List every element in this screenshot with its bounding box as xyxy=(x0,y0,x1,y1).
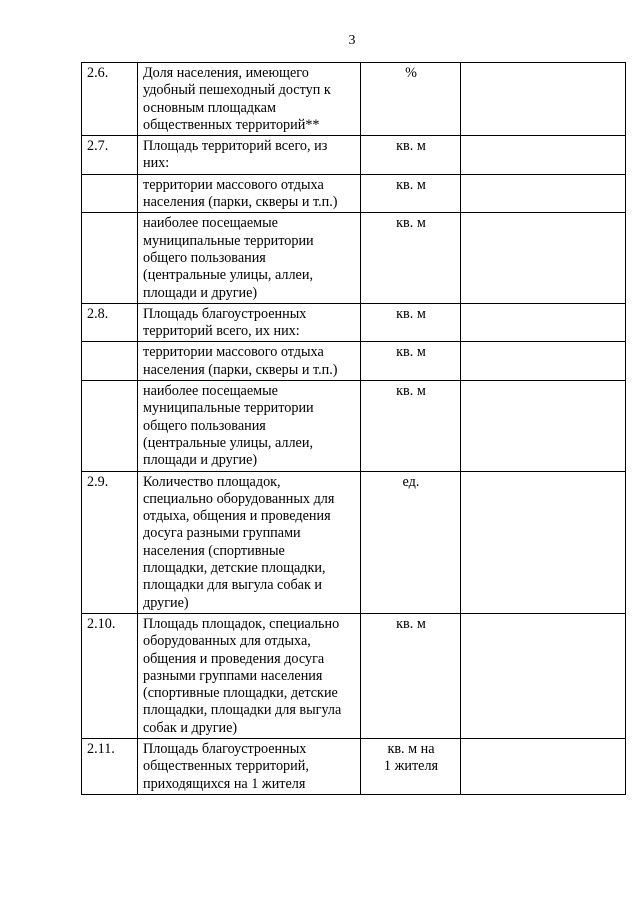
row-number-cell: 2.11. xyxy=(82,738,138,794)
table-row xyxy=(82,213,626,303)
table-row xyxy=(82,174,626,213)
value-cell xyxy=(461,303,626,342)
table-row xyxy=(82,303,626,342)
table-row xyxy=(82,342,626,381)
value-cell xyxy=(461,174,626,213)
value-cell xyxy=(461,471,626,613)
indicator-description-cell: Количество площадок, специально оборудованных для отдыха, общения и проведения досуга разными группами населения (спортивные площадки, детские площадки, площадки для выгула собак и другие) xyxy=(138,471,361,613)
indicator-description-cell: Доля населения, имеющего удобный пешеходный доступ к основным площадкам общественных территорий** xyxy=(138,63,361,136)
indicator-description-cell: Площадь благоустроенных общественных территорий, приходящихся на 1 жителя xyxy=(138,738,361,794)
indicator-description-cell: Площадь площадок, специально оборудованных для отдыха, общения и проведения досуга разными группами населения (спортивные площадки, детские площадки, площадки для выгула собак и другие) xyxy=(138,613,361,738)
unit-cell: кв. м xyxy=(361,613,461,738)
table-row xyxy=(82,136,626,175)
value-cell xyxy=(461,738,626,794)
row-number-cell: 2.9. xyxy=(82,471,138,613)
value-cell xyxy=(461,613,626,738)
row-number-cell xyxy=(82,213,138,303)
unit-cell: кв. м xyxy=(361,213,461,303)
value-cell xyxy=(461,63,626,136)
table-row xyxy=(82,381,626,471)
value-cell xyxy=(461,213,626,303)
row-number-cell: 2.10. xyxy=(82,613,138,738)
indicator-description-cell: Площадь территорий всего, из них: xyxy=(138,136,361,175)
table-row xyxy=(82,63,626,136)
row-number-cell: 2.6. xyxy=(82,63,138,136)
value-cell xyxy=(461,342,626,381)
row-number-cell xyxy=(82,342,138,381)
indicator-table xyxy=(81,62,626,795)
value-cell xyxy=(461,381,626,471)
indicator-description-cell: наиболее посещаемые муниципальные территории общего пользования (центральные улицы, аллеи, площади и другие) xyxy=(138,213,361,303)
row-number-cell: 2.8. xyxy=(82,303,138,342)
unit-cell: % xyxy=(361,63,461,136)
row-number-cell xyxy=(82,381,138,471)
unit-cell: кв. м xyxy=(361,174,461,213)
page-number: 3 xyxy=(348,33,356,48)
indicator-description-cell: территории массового отдыха населения (парки, скверы и т.п.) xyxy=(138,342,361,381)
unit-cell: ед. xyxy=(361,471,461,613)
indicator-description-cell: наиболее посещаемые муниципальные территории общего пользования (центральные улицы, аллеи, площади и другие) xyxy=(138,381,361,471)
table-row xyxy=(82,738,626,794)
value-cell xyxy=(461,136,626,175)
indicator-description-cell: территории массового отдыха населения (парки, скверы и т.п.) xyxy=(138,174,361,213)
unit-cell: кв. м xyxy=(361,342,461,381)
row-number-cell xyxy=(82,174,138,213)
table-row xyxy=(82,471,626,613)
unit-cell: кв. м xyxy=(361,303,461,342)
row-number-cell: 2.7. xyxy=(82,136,138,175)
indicator-description-cell: Площадь благоустроенных территорий всего, их них: xyxy=(138,303,361,342)
table-row xyxy=(82,613,626,738)
unit-cell: кв. м xyxy=(361,136,461,175)
unit-cell: кв. м на 1 жителя xyxy=(361,738,461,794)
unit-cell: кв. м xyxy=(361,381,461,471)
